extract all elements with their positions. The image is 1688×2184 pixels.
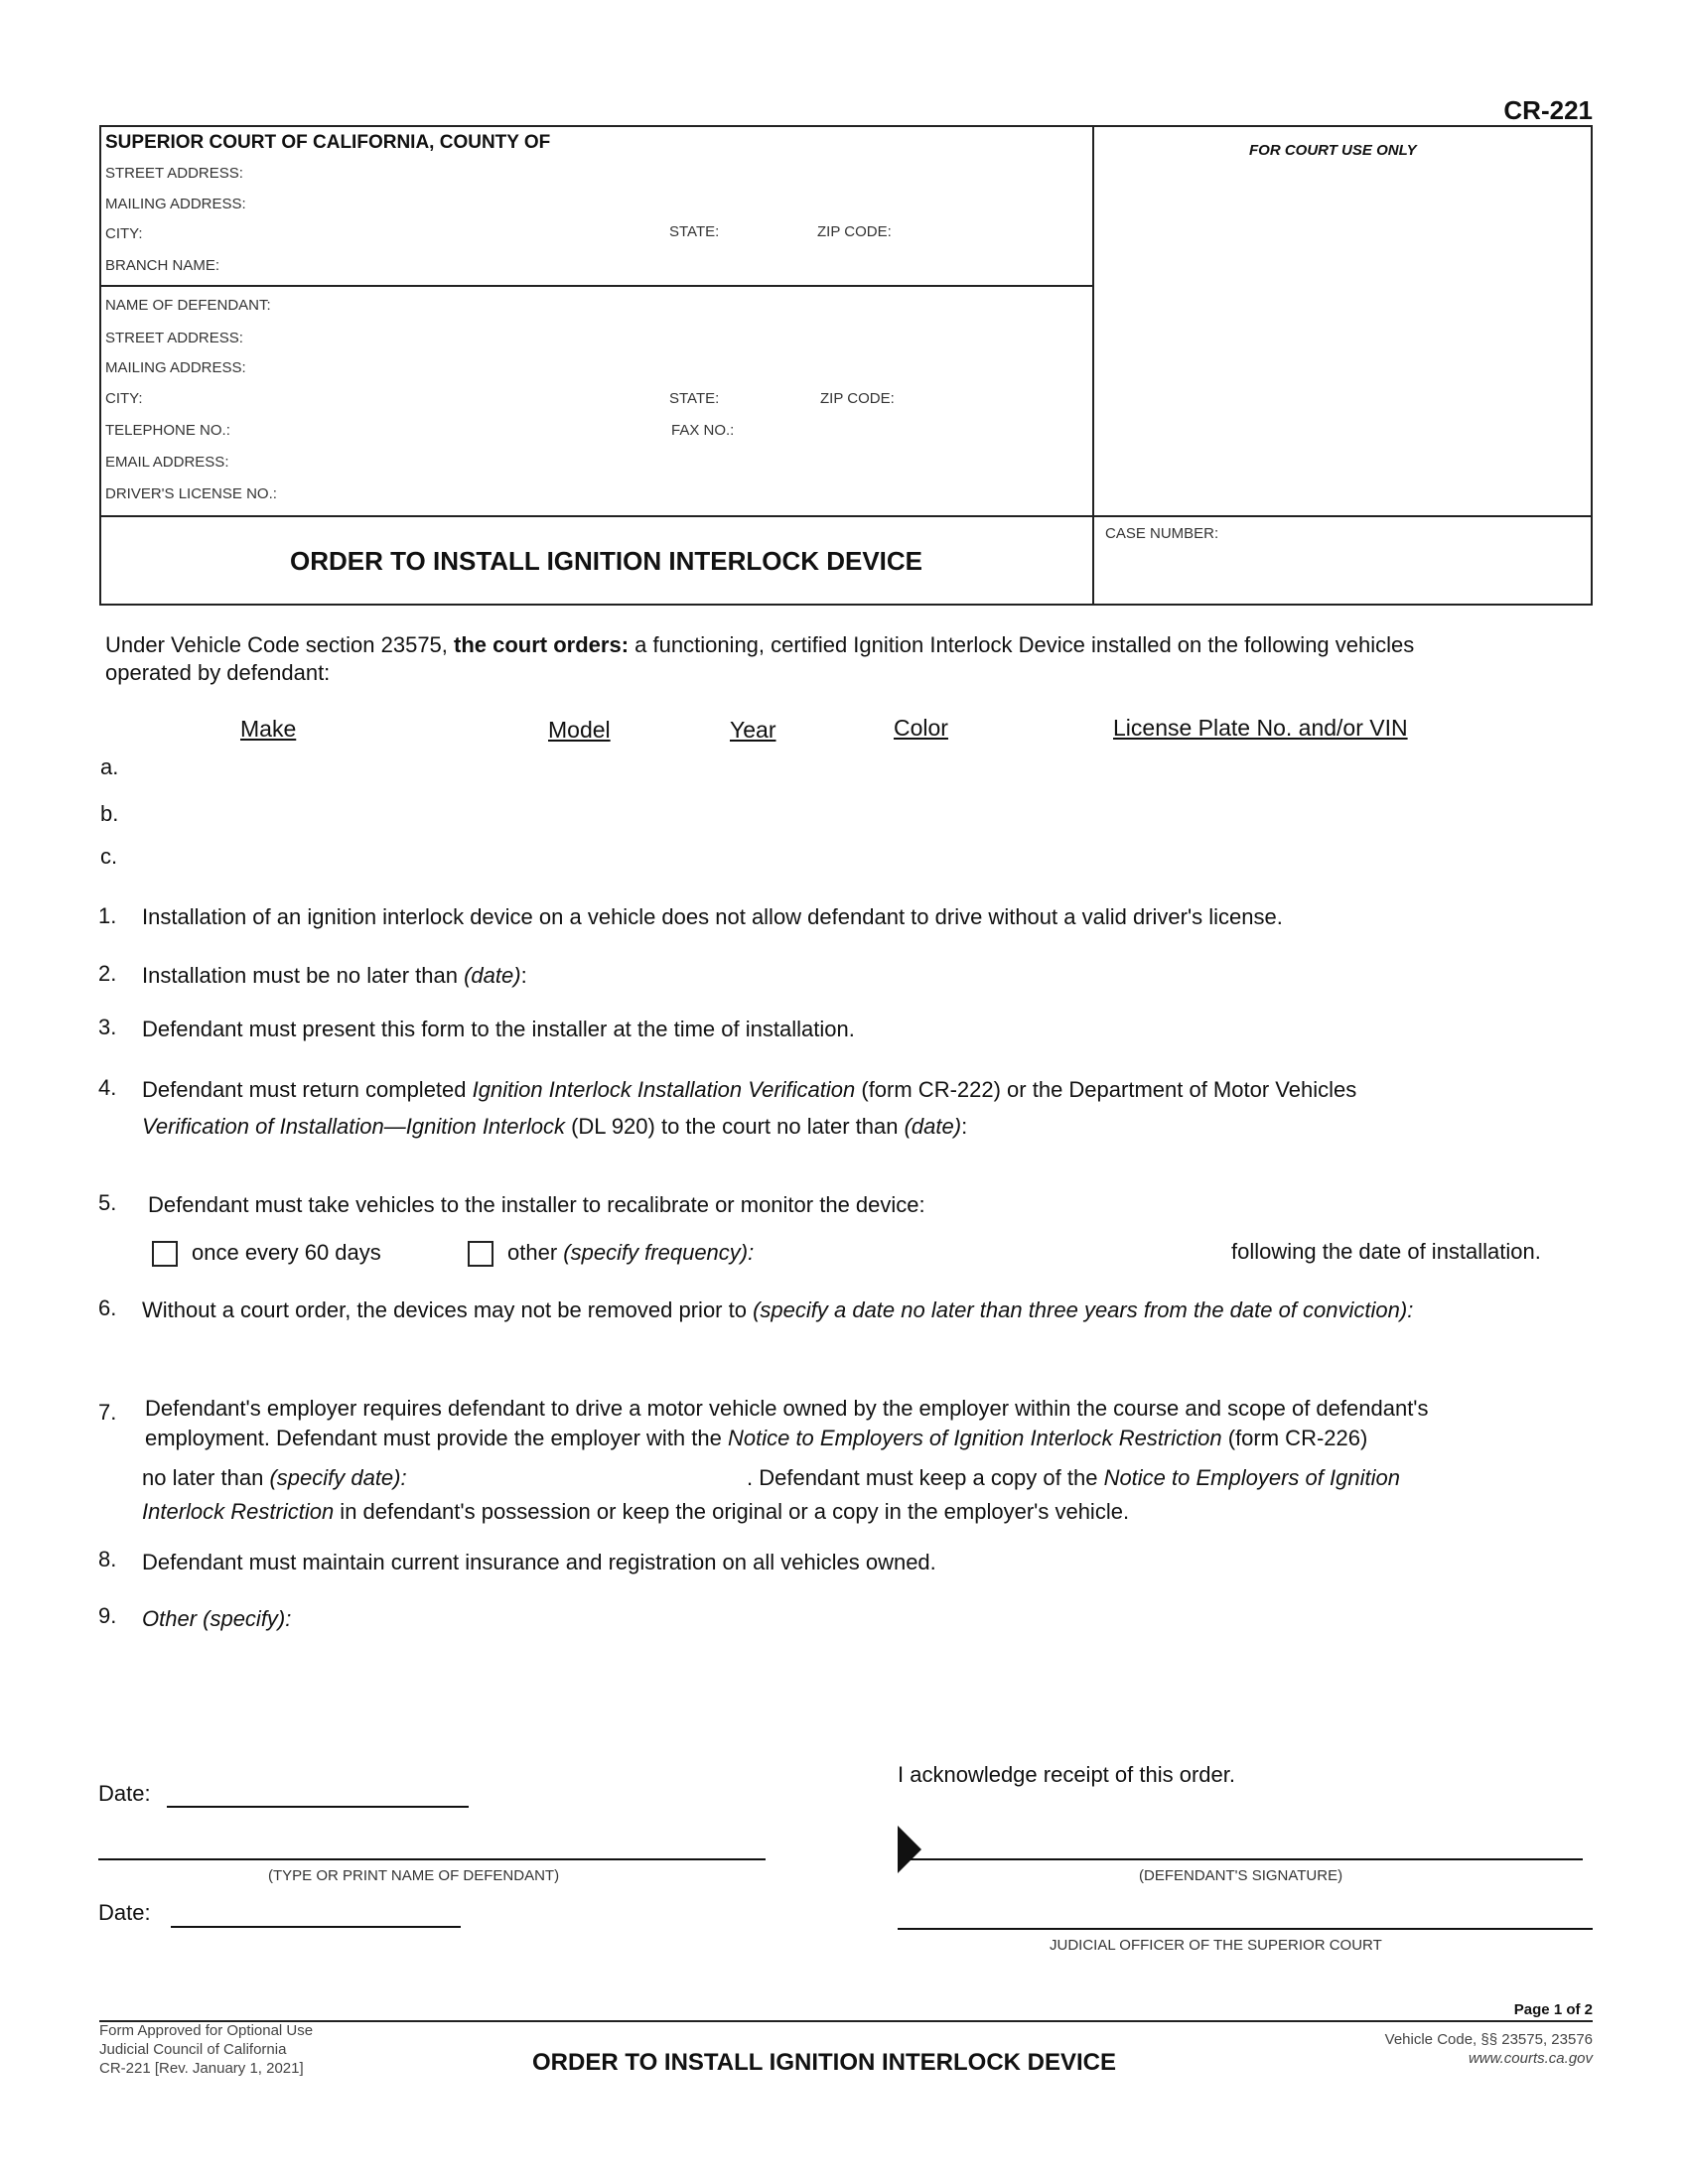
court-street-label: STREET ADDRESS:: [105, 165, 243, 182]
form-title: ORDER TO INSTALL IGNITION INTERLOCK DEVICE: [290, 546, 923, 576]
vehicle-row-a: a.: [100, 754, 119, 779]
footer-revision: CR-221 [Rev. January 1, 2021]: [99, 2060, 304, 2077]
checkbox-every-60-days[interactable]: [152, 1241, 178, 1267]
item-3-text: Defendant must present this form to the installer at the time of installation.: [142, 1017, 855, 1041]
col-header-model: Model: [548, 717, 611, 743]
item-1-text: Installation of an ignition interlock device on a vehicle does not allow defendant to drive without a valid driver's license.: [142, 904, 1283, 929]
item-2-text: Installation must be no later than (date):: [142, 963, 527, 988]
item-4-line-2: Verification of Installation—Ignition Interlock (DL 920) to the court no later than (date):: [142, 1114, 968, 1139]
col-header-make: Make: [240, 716, 297, 742]
item-4-line-1: Defendant must return completed Ignition Interlock Installation Verification (form CR-222) or the Department of Motor Vehicles: [142, 1077, 1357, 1102]
date-line-1[interactable]: [167, 1806, 469, 1808]
court-mailing-label: MAILING ADDRESS:: [105, 196, 246, 212]
intro-line-1: Under Vehicle Code section 23575, the court orders: a functioning, certified Ignition Interlock Device installed on the following vehicles: [105, 632, 1415, 657]
for-court-use-only: FOR COURT USE ONLY: [1249, 142, 1417, 159]
item-7-line-3-end: . Defendant must keep a copy of the Notice to Employers of Ignition: [747, 1465, 1400, 1490]
defendant-fax-label: FAX NO.:: [671, 422, 735, 439]
defendant-zip-label: ZIP CODE:: [820, 390, 895, 407]
judicial-officer-caption: JUDICIAL OFFICER OF THE SUPERIOR COURT: [1050, 1937, 1382, 1954]
footer-council: Judicial Council of California: [99, 2041, 287, 2058]
court-title: SUPERIOR COURT OF CALIFORNIA, COUNTY OF: [105, 132, 551, 153]
date-line-2[interactable]: [171, 1926, 461, 1928]
following-installation-text: following the date of installation.: [1231, 1239, 1541, 1264]
court-zip-label: ZIP CODE:: [817, 223, 892, 240]
footer-approved: Form Approved for Optional Use: [99, 2022, 314, 2039]
footer-website: www.courts.ca.gov: [1468, 2050, 1593, 2067]
vehicle-row-b: b.: [100, 801, 119, 826]
defendant-signature-caption: (DEFENDANT'S SIGNATURE): [1139, 1867, 1343, 1884]
date-label-1: Date:: [98, 1781, 151, 1806]
header-box: [99, 125, 1593, 606]
court-branch-label: BRANCH NAME:: [105, 257, 220, 274]
col-header-color: Color: [894, 715, 948, 741]
footer-rule: [99, 2020, 1593, 2022]
item-8-text: Defendant must maintain current insurance and registration on all vehicles owned.: [142, 1550, 936, 1574]
defendant-license-label: DRIVER'S LICENSE NO.:: [105, 485, 277, 502]
defendant-phone-label: TELEPHONE NO.:: [105, 422, 230, 439]
page-number: Page 1 of 2: [1513, 2001, 1593, 2018]
item-2-number: 2.: [98, 961, 117, 986]
item-1-number: 1.: [98, 903, 117, 928]
court-defendant-divider: [99, 285, 1094, 287]
intro-line-2: operated by defendant:: [105, 660, 331, 685]
item-7-number: 7.: [98, 1400, 117, 1425]
defendant-name-label: NAME OF DEFENDANT:: [105, 297, 271, 314]
defendant-email-label: EMAIL ADDRESS:: [105, 454, 229, 471]
court-state-label: STATE:: [669, 223, 720, 240]
defendant-mailing-label: MAILING ADDRESS:: [105, 359, 246, 376]
item-5-number: 5.: [98, 1190, 117, 1215]
case-number-label: CASE NUMBER:: [1105, 525, 1219, 542]
option-every-60-days: once every 60 days: [192, 1240, 381, 1265]
item-6-number: 6.: [98, 1296, 117, 1320]
item-3-number: 3.: [98, 1015, 117, 1039]
defendant-street-label: STREET ADDRESS:: [105, 330, 243, 346]
defendant-signature-line[interactable]: [898, 1858, 1583, 1860]
defendant-state-label: STATE:: [669, 390, 720, 407]
col-header-plate: License Plate No. and/or VIN: [1113, 715, 1408, 741]
item-7-line-4: Interlock Restriction in defendant's possession or keep the original or a copy in the employer's vehicle.: [142, 1499, 1130, 1524]
item-9-text: Other (specify):: [142, 1606, 292, 1631]
defendant-city-label: CITY:: [105, 390, 143, 407]
item-9-number: 9.: [98, 1603, 117, 1628]
form-number: CR-221: [1503, 95, 1593, 125]
col-header-year: Year: [730, 717, 776, 743]
date-label-2: Date:: [98, 1900, 151, 1925]
item-5-text: Defendant must take vehicles to the installer to recalibrate or monitor the device:: [148, 1192, 925, 1217]
header-vertical-divider: [1092, 125, 1094, 606]
judicial-officer-line[interactable]: [898, 1928, 1593, 1930]
option-other-frequency: other (specify frequency):: [507, 1240, 755, 1265]
vehicle-row-c: c.: [100, 844, 118, 869]
acknowledge-text: I acknowledge receipt of this order.: [898, 1762, 1235, 1787]
item-7-line-2: employment. Defendant must provide the employer with the Notice to Employers of Ignition Interlock Restriction (form CR-226): [145, 1426, 1368, 1450]
item-7-line-1: Defendant's employer requires defendant to drive a motor vehicle owned by the employer within the course and scope of defendant's: [145, 1396, 1429, 1421]
title-row-divider: [99, 515, 1593, 517]
print-name-caption: (TYPE OR PRINT NAME OF DEFENDANT): [268, 1867, 560, 1884]
item-4-number: 4.: [98, 1075, 117, 1100]
item-7-line-3-start: no later than (specify date):: [142, 1465, 407, 1490]
footer-vehicle-code: Vehicle Code, §§ 23575, 23576: [1384, 2031, 1593, 2048]
checkbox-other-frequency[interactable]: [468, 1241, 493, 1267]
footer-title: ORDER TO INSTALL IGNITION INTERLOCK DEVICE: [532, 2049, 1117, 2076]
print-name-line[interactable]: [98, 1858, 766, 1860]
signature-arrow-icon: [898, 1826, 923, 1873]
item-6-text: Without a court order, the devices may not be removed prior to (specify a date no later than three years from the date of conviction):: [142, 1297, 1414, 1322]
item-8-number: 8.: [98, 1547, 117, 1571]
court-city-label: CITY:: [105, 225, 143, 242]
